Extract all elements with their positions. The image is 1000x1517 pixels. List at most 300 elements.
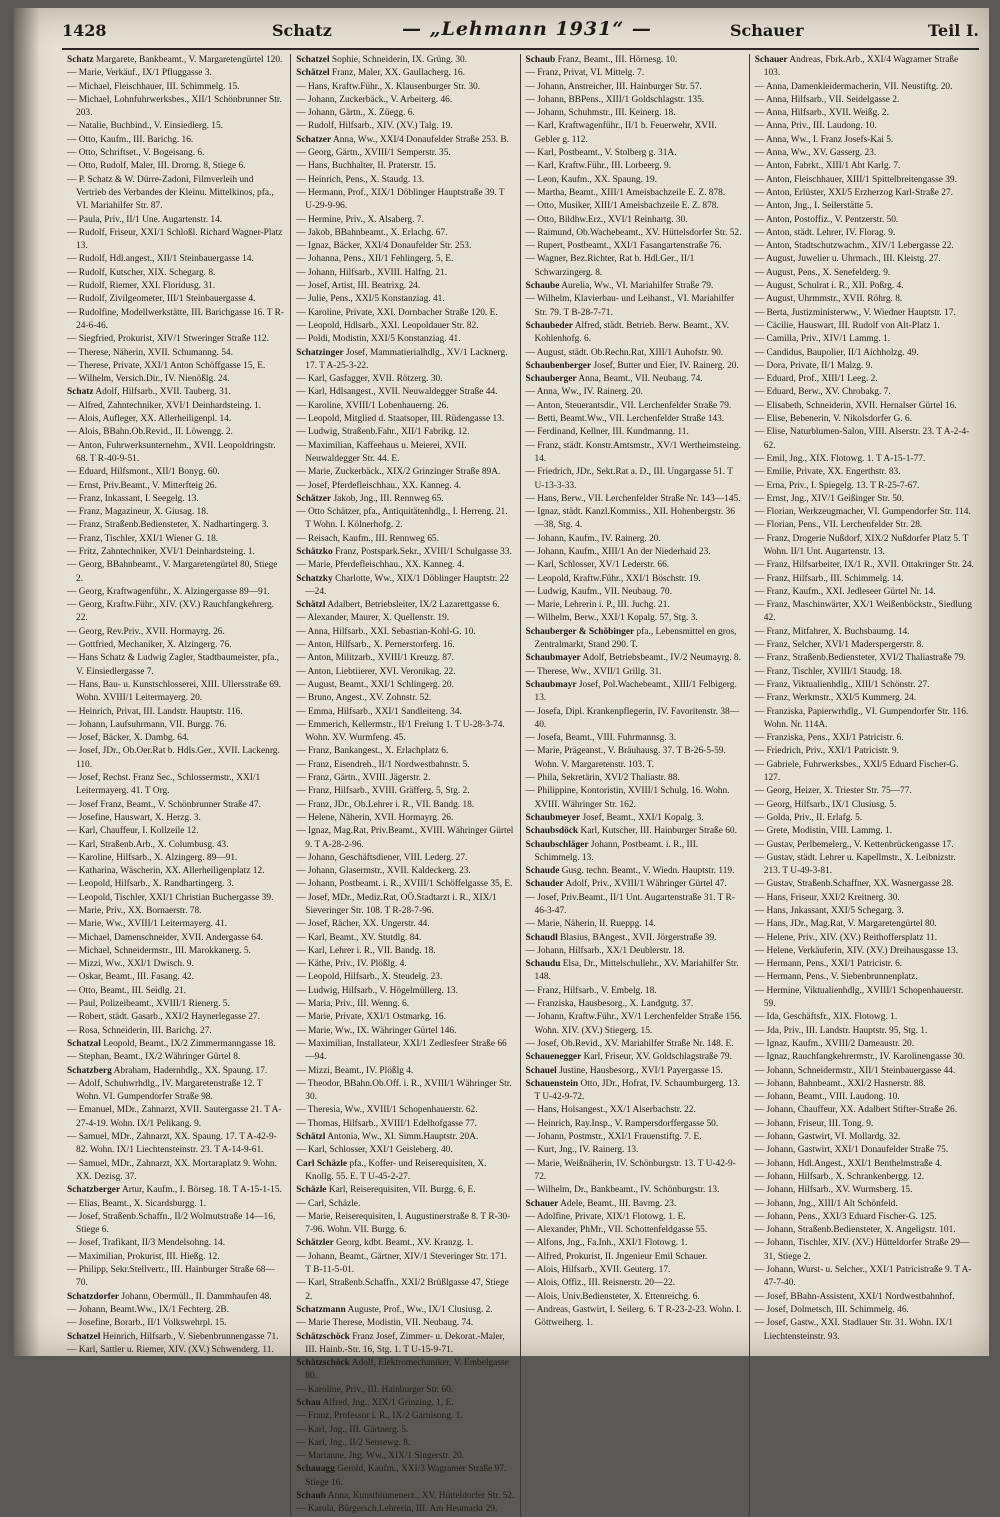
directory-entry bbox=[755, 573, 974, 586]
entry-details: — Emmerich, Kellermstr., II/1 Freiung 1. T U-28-3-74. Wohn. XV. Wurmfeng. 45. bbox=[296, 719, 505, 744]
entry-details: Johann, Obermüll., II. Dammhaufen 48. bbox=[121, 1291, 272, 1302]
entry-details: — Leopold, Mitglied d. Staatsoper, III. Rüdengasse 13. bbox=[296, 414, 505, 425]
directory-entry bbox=[755, 480, 974, 493]
directory-entry bbox=[296, 426, 514, 439]
entry-details: — Johann, Zuckerbäck., V. Arbeiterg. 46. bbox=[296, 94, 453, 105]
entry-details: — Johann, Geschäftsdiener, VIII. Lederg. 27. bbox=[296, 852, 468, 863]
entry-details: — Georg, Rev.Priv., XVII. Hormayrg. 26. bbox=[67, 626, 225, 637]
directory-entry bbox=[296, 174, 514, 187]
directory-entry bbox=[296, 1211, 514, 1238]
entry-surname: Schauberger bbox=[525, 374, 577, 385]
directory-entry bbox=[67, 1131, 285, 1158]
directory-entry bbox=[296, 240, 514, 253]
directory-entry bbox=[296, 1038, 514, 1065]
entry-details: — Josefine, Hauswart, X. Herzg. 3. bbox=[67, 812, 201, 823]
entry-details: — Anna, Hilfsarb., VII. Seidelgasse 2. bbox=[754, 94, 900, 105]
directory-entry bbox=[755, 1198, 974, 1211]
directory-entry bbox=[296, 307, 514, 320]
entry-details: — Josef, Bäcker, X. Dambg. 64. bbox=[67, 733, 189, 744]
directory-entry bbox=[67, 745, 285, 772]
entry-details: — Berta, Justizministerww., V. Wiedner Hauptstr. 17. bbox=[754, 307, 956, 318]
entry-surname: Carl Schäzle bbox=[296, 1158, 348, 1169]
entry-details: — Johann, Straßenb.Bediensteter, X. Angeligstr. 101. bbox=[754, 1225, 956, 1236]
directory-entry bbox=[755, 1104, 974, 1117]
entry-surname: Schau bbox=[296, 1397, 321, 1408]
entry-details: — Cäcilie, Hauswart, III. Rudolf von Alt-Platz 1. bbox=[754, 320, 940, 331]
entry-details: Blasius, BAngest., XVII. Jörgerstraße 39. bbox=[560, 932, 717, 943]
directory-entry bbox=[755, 1237, 974, 1264]
directory-entry bbox=[67, 333, 285, 346]
directory-entry bbox=[526, 533, 744, 546]
entry-details: Anna, Beamt., VII. Neubaug. 74. bbox=[578, 374, 703, 385]
directory-entry bbox=[296, 1011, 514, 1024]
directory-entry bbox=[755, 519, 974, 532]
directory-entry bbox=[755, 160, 974, 173]
column-3 bbox=[521, 54, 750, 1517]
directory-entry bbox=[526, 918, 744, 931]
entry-surname: Schaubmeyer bbox=[525, 812, 581, 823]
entry-details: — August, städt. Ob.Rechn.Rat, XIII/1 Auhofstr. 90. bbox=[525, 347, 724, 358]
entry-surname: Schauder bbox=[525, 879, 564, 890]
directory-entry bbox=[296, 692, 514, 705]
entry-details: — Ernst, Priv.Beamt., V. Mitterfteig 26. bbox=[67, 480, 217, 491]
directory-entry bbox=[526, 1078, 744, 1105]
directory-entry bbox=[296, 706, 514, 719]
entry-details: — Hans Schatz & Ludwig Zagler, Stadtbaumeister, pfa., V. Einsiedlergasse 7. bbox=[67, 653, 279, 677]
directory-entry bbox=[526, 214, 744, 227]
entry-surname: Schatzdorfer bbox=[67, 1291, 120, 1302]
directory-entry bbox=[67, 174, 285, 214]
directory-page bbox=[14, 8, 989, 1515]
entry-surname: Schauer bbox=[754, 55, 788, 65]
directory-entry bbox=[755, 759, 974, 786]
entry-details: — Robert, städt. Gasarb., XXI/2 Haynerlegasse 27. bbox=[67, 1012, 260, 1023]
entry-surname: Schaudl bbox=[525, 932, 558, 943]
part-label: Teil I. bbox=[927, 21, 979, 40]
entry-details: Franz Josef, Zimmer- u. Dekorat.-Maler, III. Hainb.-Str. 16, Stg. 1. T U-15-9-71. bbox=[305, 1331, 505, 1355]
directory-entry bbox=[526, 1264, 744, 1277]
directory-entry bbox=[296, 1118, 514, 1131]
directory-entry bbox=[67, 360, 285, 373]
entry-details: — Mizzi, Beamt., IV. Plößlg 4. bbox=[296, 1065, 414, 1076]
entry-details: Anna, Ww., XXI/4 Donaufelder Straße 253. B. bbox=[332, 134, 509, 145]
directory-entry bbox=[67, 586, 285, 599]
directory-entry bbox=[296, 985, 514, 998]
entry-details: — Marie, Ww., IX. Währinger Gürtel 146. bbox=[296, 1025, 457, 1036]
directory-entry bbox=[755, 852, 974, 879]
directory-entry bbox=[526, 985, 744, 998]
entry-details: Andreas, Fbrk.Arb., XXI/4 Wagramer Straße 103. bbox=[763, 55, 959, 79]
entry-details: — Wagner, Bez.Richter, Rat b. Hdl.Ger., II/1 Schwarzingerg. 8. bbox=[525, 254, 695, 278]
directory-entry bbox=[296, 852, 514, 865]
entry-details: — Erna, Priv., I. Spiegelg. 13. T R-25-7-67. bbox=[754, 480, 920, 491]
entry-details: — Georg, Kraftw.Führ., XIV. (XV.) Rauchfangkehrerg. 22. bbox=[67, 600, 274, 624]
entry-details: Antonia, Ww., XI. Simm.Hauptstr. 20A. bbox=[327, 1132, 479, 1143]
entry-details: — Emil, Jng., XIX. Flotowg. 1. T A-15-1-77. bbox=[754, 453, 926, 464]
directory-entry bbox=[755, 706, 974, 733]
directory-entry bbox=[296, 440, 514, 467]
entry-details: — Hermine, Viktualienhdlg., XVIII/1 Schopenhauerstr. 59. bbox=[754, 985, 964, 1010]
directory-entry bbox=[296, 945, 514, 958]
directory-entry bbox=[755, 559, 974, 572]
directory-entry bbox=[67, 772, 285, 799]
entry-details: — Johann, BBPens., XIII/1 Goldschlagstr. 135. bbox=[525, 94, 705, 105]
entry-surname: Schatzky bbox=[296, 573, 333, 584]
entry-details: — August, Uhrmmstr., XVII. Röhrg. 8. bbox=[754, 294, 903, 305]
directory-entry bbox=[755, 214, 974, 227]
directory-entry bbox=[526, 426, 744, 439]
directory-entry bbox=[67, 1344, 285, 1357]
entry-surname: Schätzler bbox=[296, 1238, 334, 1249]
entry-details: — Hermann, Pens., XXI/1 Patricistr. 6. bbox=[754, 959, 903, 970]
directory-entry bbox=[67, 812, 285, 825]
entry-details: — Helene, Näherin, XVII. Hormayrg. 26. bbox=[296, 812, 454, 823]
entry-details: — Franz, Tischler, XVIII/1 Staudg. 18. bbox=[754, 666, 903, 677]
directory-entry bbox=[526, 1304, 744, 1331]
directory-entry bbox=[296, 67, 514, 80]
entry-details: — Leopold, Hilfsarb., X. Steudelg. 23. bbox=[296, 972, 443, 983]
entry-surname: Schatzer bbox=[296, 134, 332, 145]
entry-details: Justine, Hausbesorg., XVI/1 Payergasse 15. bbox=[559, 1065, 723, 1076]
directory-entry bbox=[296, 267, 514, 280]
directory-entry bbox=[67, 280, 285, 293]
directory-entry bbox=[296, 280, 514, 293]
directory-entry bbox=[67, 839, 285, 852]
entry-surname: Schätzko bbox=[296, 546, 333, 557]
directory-entry bbox=[296, 227, 514, 240]
directory-entry bbox=[755, 905, 974, 918]
entry-details: — Bruno, Angest., XV. Zohnstr. 52. bbox=[296, 693, 432, 704]
entry-details: — Rudolf, Kutscher, XIX. Schegarg. 8. bbox=[67, 267, 216, 278]
directory-entry bbox=[526, 120, 744, 147]
entry-details: Adele, Beamt., III. Bavmg. 23. bbox=[560, 1198, 677, 1209]
directory-entry bbox=[67, 799, 285, 812]
entry-details: — Ignaz, Rauchfangkehrermstr., IV. Karolinengasse 30. bbox=[754, 1052, 965, 1063]
directory-entry bbox=[67, 94, 285, 121]
entry-details: — Gustav, städt. Lehrer u. Kapellmstr., X. Leibnizstr. 213. T U-49-3-81. bbox=[754, 852, 956, 877]
entry-details: — Karola, Bürgersch.Lehrerin, III. Am Heumarkt 29. bbox=[296, 1504, 498, 1515]
entry-details: — Karoline, Priv., III. Hainburger Str. 60. bbox=[296, 1384, 454, 1395]
entry-details: — Alexander, Maurer, X. Quellenstr. 19. bbox=[296, 613, 450, 624]
entry-details: — Anton, Erlüster, XXI/5 Erzherzog Karl-Straße 27. bbox=[754, 187, 954, 198]
entry-details: — Georg, Hilfsarb., IX/1 Clusiusg. 5. bbox=[754, 799, 897, 810]
entry-details: — Marie, Priv., XX. Bornaerstr. 78. bbox=[67, 906, 202, 916]
entry-details: — Josef, Rächer, XX. Ungerstr. 44. bbox=[296, 919, 430, 930]
directory-entry bbox=[296, 1184, 514, 1197]
entry-details: — Otto, Bildhw.Erz., XVI/1 Reinhartg. 30. bbox=[525, 214, 688, 225]
directory-entry bbox=[296, 1144, 514, 1157]
directory-entry bbox=[67, 493, 285, 506]
entry-details: — Franz, Kaufm., XXI. Jedleseer Gürtel Nr. 14. bbox=[754, 586, 936, 597]
column-1 bbox=[62, 54, 291, 1517]
directory-entry bbox=[526, 612, 744, 625]
directory-entry bbox=[296, 1158, 514, 1185]
directory-entry bbox=[296, 958, 514, 971]
entry-details: — Samuel, MDr., Zahnarzt, XX. Spaung. 17. T A-42-9-82. Wohn. IX/1 Liechtensteinstr. 23. T A-14-9-61. bbox=[67, 1132, 277, 1156]
entry-details: — Michael, Fleischhauer, III. Schimmelg. 15. bbox=[67, 81, 240, 92]
directory-entry bbox=[67, 932, 285, 945]
entry-details: — Marie, Weißnäherin, IV. Schönburgstr. 13. T U-42-9-72. bbox=[525, 1158, 736, 1182]
entry-details: — Karl, Lehrer i. R., VII. Bandg. 18. bbox=[296, 945, 436, 956]
entry-details: — Franz, Hilfsarb., V. Embelg. 18. bbox=[525, 985, 657, 996]
directory-entry bbox=[67, 1065, 285, 1078]
directory-entry bbox=[526, 772, 744, 785]
entry-details: Gusg. techn. Beamt., V. Wiedn. Hauptstr. 119. bbox=[561, 866, 735, 877]
directory-entry bbox=[526, 440, 744, 467]
entry-details: Adolf, Betriebsbeamt., IV/2 Neumayrg. 8. bbox=[582, 653, 741, 664]
entry-details: Karl, Kutscher, III. Hainburger Straße 60. bbox=[580, 826, 737, 837]
directory-entry bbox=[526, 932, 744, 945]
entry-details: — Josef, Artist, III. Beatrixg. 24. bbox=[296, 281, 421, 292]
directory-entry bbox=[296, 480, 514, 493]
entry-details: — Elise, Naturblumen-Salon, VIII. Alserstr. 23. T A-2-4-62. bbox=[754, 427, 970, 451]
directory-entry bbox=[296, 892, 514, 919]
entry-details: — P. Schatz & W. Dürre-Zadoni, Filmverleih und Vertrieb des Verbandes der Kleinu. Mittelkinos, pfa., VI. Mariahilfer Str. 87. bbox=[67, 174, 274, 212]
directory-entry bbox=[67, 878, 285, 891]
directory-entry bbox=[526, 679, 744, 706]
entry-details: — Johann, Gastwirt, XXI/1 Donaufelder Straße 75. bbox=[754, 1145, 949, 1156]
entry-details: Margarete, Bankbeamt., V. Margaretengürtel 120. bbox=[95, 55, 283, 65]
entry-surname: Schatzmann bbox=[296, 1304, 346, 1315]
directory-entry bbox=[755, 586, 974, 599]
directory-entry bbox=[296, 599, 514, 612]
directory-entry bbox=[755, 812, 974, 825]
directory-entry bbox=[67, 54, 285, 67]
directory-entry bbox=[526, 958, 744, 985]
entry-details: — Ferdinand, Kellner, III. Kundmanng. 11. bbox=[525, 427, 689, 438]
directory-entry bbox=[526, 825, 744, 838]
entry-details: — Emma, Hilfsarb., XXI/1 Sandleiteng. 34. bbox=[296, 706, 462, 717]
directory-entry bbox=[296, 878, 514, 891]
entry-details: Karl, Friseur, XV. Goldschlagstraße 79. bbox=[583, 1052, 732, 1063]
directory-entry bbox=[755, 293, 974, 306]
entry-details: — Karl, Sattler u. Riemer, XIV. (XV.) Schwenderg. 11. bbox=[67, 1344, 274, 1355]
entry-details: — Ignaz, Mag.Rat, Priv.Beamt., XVIII. Währinger Gürtel 9. T A-28-2-96. bbox=[296, 826, 514, 850]
entry-details: — Wilhelm, Dr., Bankbeamt., IV. Schönburgstr. 13. bbox=[525, 1185, 720, 1196]
directory-entry bbox=[296, 1450, 514, 1463]
directory-entry bbox=[296, 1104, 514, 1117]
directory-entry bbox=[755, 1078, 974, 1091]
entry-details: — Johann, Tischler, XIV. (XV.) Hütteldorfer Straße 29—31, Stiege 2. bbox=[754, 1238, 970, 1262]
directory-entry bbox=[526, 386, 744, 399]
entry-surname: Schatzal bbox=[67, 1038, 101, 1049]
directory-entry bbox=[526, 998, 744, 1011]
directory-entry bbox=[67, 719, 285, 732]
entry-details: — Franz, Viktualienhdlg., XIII/1 Schönstr. 27. bbox=[754, 679, 930, 690]
directory-entry bbox=[755, 227, 974, 240]
entry-details: — Franz, Hilfsarb., III. Schimmelg. 14. bbox=[754, 573, 904, 584]
entry-details: — Anton, Fuhrwerksunternehm., XVII. Leopoldringstr. 68. T R-40-9-51. bbox=[67, 440, 276, 464]
directory-entry bbox=[755, 839, 974, 852]
entry-surname: Schatzel bbox=[67, 1331, 101, 1342]
entry-details: — Hermine, Priv., X. Alsaberg. 7. bbox=[296, 214, 424, 225]
binding-shadow bbox=[14, 8, 40, 1356]
directory-entry bbox=[526, 147, 744, 160]
entry-details: — Josef, MDr., Mediz.Rat, OÖ.Stadtarzt i. R., XIX/1 Sieveringer Str. 108. T R-28-7-96. bbox=[296, 892, 497, 916]
directory-entry bbox=[526, 400, 744, 413]
directory-entry bbox=[296, 1277, 514, 1304]
entry-details: — Franz, Gärtn., XVIII. Jägerstr. 2. bbox=[296, 773, 431, 784]
entry-details: — Karl, Jng., III. Gärtnerg. 5. bbox=[296, 1424, 409, 1435]
directory-entry bbox=[296, 559, 514, 572]
entry-details: — Franziska, Hausbesorg., X. Landgutg. 37. bbox=[525, 999, 694, 1010]
entry-details: — Alois, Offiz., III. Reisnerstr. 20—22. bbox=[525, 1278, 676, 1289]
directory-entry bbox=[755, 1144, 974, 1157]
entry-details: — Anna, Damenkleidermacherin, VII. Neustiftg. 20. bbox=[754, 81, 953, 92]
directory-entry bbox=[755, 493, 974, 506]
directory-entry bbox=[296, 652, 514, 665]
entry-details: — Karl, Gasfagger, XVII. Rötzerg. 30. bbox=[296, 374, 443, 385]
entry-details: Josef, Mammatierialhdlg., XV/1 Lacknerg. 17. T A-25-3-22. bbox=[305, 347, 508, 371]
entry-details: — Johann, Glasermstr., XVII. Kaldeckerg. 23. bbox=[296, 866, 471, 877]
entry-details: Josef, Butter und Eier, IV. Rainerg. 20. bbox=[593, 360, 739, 371]
entry-details: — Franz, Magazineur, X. Giusag. 18. bbox=[67, 507, 209, 518]
directory-entry bbox=[67, 147, 285, 160]
directory-entry bbox=[296, 187, 514, 214]
entry-details: Sophie, Schneiderin, IX. Grüng. 30. bbox=[331, 55, 468, 65]
directory-entry bbox=[526, 280, 744, 293]
directory-entry bbox=[526, 839, 744, 866]
entry-details: — Jda, Priv., III. Landstr. Hauptstr. 95, Stg. 1. bbox=[754, 1025, 928, 1036]
directory-entry bbox=[526, 1277, 744, 1290]
entry-details: — Leopold, Kraftw.Führ., XXI/1 Böschstr. 19. bbox=[525, 573, 701, 584]
entry-details: — Marie, Private, XXI/1 Ostmarkg. 16. bbox=[296, 1012, 446, 1023]
entry-details: — Adolf, Schuhwrhdlg., IV. Margaretenstraße 12. T Wohn. VI. Gumpendorfer Straße 98. bbox=[67, 1078, 263, 1103]
directory-entry bbox=[67, 1011, 285, 1024]
directory-entry bbox=[67, 214, 285, 227]
entry-surname: Schätzschöck bbox=[296, 1331, 350, 1342]
directory-entry bbox=[755, 1091, 974, 1104]
entry-surname: Schätzl bbox=[296, 600, 326, 611]
directory-entry bbox=[296, 333, 514, 346]
entry-details: — Therese, Ww., XVII/1 Grillg. 31. bbox=[525, 666, 662, 677]
directory-entry bbox=[296, 971, 514, 984]
directory-entry bbox=[67, 1251, 285, 1264]
directory-entry bbox=[526, 1051, 744, 1064]
directory-entry bbox=[526, 745, 744, 772]
directory-entry bbox=[755, 94, 974, 107]
directory-entry bbox=[526, 320, 744, 347]
entry-details: — Michael, Schneidermstr., III. Marokkanerg. 5. bbox=[67, 945, 251, 956]
entry-details: — Karl, Postbeamt., V. Stolberg g. 31A. bbox=[525, 148, 677, 159]
directory-entry bbox=[296, 812, 514, 825]
entry-details: — Reisach, Kaufm., III. Rennweg 65. bbox=[296, 533, 439, 544]
directory-entry bbox=[67, 1051, 285, 1064]
entry-details: — Franz, Straßenb.Bediensteter, XVI/2 Thaliastraße 79. bbox=[754, 653, 966, 664]
directory-entry bbox=[296, 1078, 514, 1105]
directory-entry bbox=[296, 54, 514, 67]
directory-entry bbox=[526, 67, 744, 80]
entry-details: — Jakob, BBahnbeamt., X. Erlachg. 67. bbox=[296, 227, 448, 238]
directory-entry bbox=[296, 612, 514, 625]
entry-details: — Alfred, Zahntechniker, XVI/1 Deinhardsteing. 1. bbox=[67, 400, 262, 411]
directory-entry bbox=[755, 307, 974, 320]
entry-surname: Schatzberger bbox=[67, 1185, 121, 1196]
entry-details: Elsa, Dr., Mittelschullehr., XV. Mariahilfer Str. 148. bbox=[534, 959, 739, 983]
entry-details: — Anton, Jng., I. Seilerstätte 5. bbox=[754, 201, 873, 212]
directory-entry bbox=[296, 1237, 514, 1250]
entry-details: Aurelia, Ww., VI. Mariahilfer Straße 79. bbox=[561, 281, 714, 292]
entry-details: Adolf, Hilfsarb., XVII. Tauberg. 31. bbox=[95, 387, 231, 398]
entry-details: — Marie, Verkäuf., IX/1 Pfluggasse 3. bbox=[67, 68, 212, 79]
entry-details: — Ignaz, Kaufm., XVIII/2 Dameaustr. 20. bbox=[754, 1038, 915, 1049]
entry-details: — Georg, Kraftwagenführ., X. Alzingergasse 89—91. bbox=[67, 586, 270, 597]
directory-entry bbox=[296, 759, 514, 772]
entry-details: — Käthe, Priv., IV. Plößlg. 4. bbox=[296, 959, 407, 970]
entry-details: — Marie Therese, Modistin, VII. Neubaug. 74. bbox=[296, 1318, 474, 1329]
entry-details: — Alois, Hilfsarb., XVII. Geuterg. 17. bbox=[525, 1265, 671, 1276]
directory-entry bbox=[755, 333, 974, 346]
entry-details: — Josef Franz, Beamt., V. Schönbrunner Straße 47. bbox=[67, 799, 261, 810]
entry-details: — Helene, Verkäuferin, XIV. (XV.) Dreihausgasse 13. bbox=[754, 945, 959, 956]
directory-entry bbox=[755, 453, 974, 466]
entry-details: — Johann, Gastwirt, VI. Mollardg. 32. bbox=[754, 1132, 901, 1143]
entry-details: Alfred, Jng., XIX/1 Grinzing. 1, E. bbox=[322, 1397, 454, 1408]
entry-details: — Betti, Beamt.Ww., VII. Lerchenfelder Straße 143. bbox=[525, 414, 725, 425]
directory-entry bbox=[755, 626, 974, 639]
entry-details: — Anna, Hilfsarb., XVII. Weißg. 2. bbox=[754, 108, 889, 119]
publication-title: — „Lehmann 1931“ — bbox=[402, 18, 652, 40]
entry-details: — Ida, Geschäftsfr., XIX. Flotowg. 1. bbox=[754, 1012, 898, 1023]
directory-entry bbox=[755, 187, 974, 200]
entry-details: — Josef, Priv.Beamt., II/1 Unt. Augartenstraße 31. T R-46-3-47. bbox=[525, 892, 735, 916]
directory-entry bbox=[296, 1384, 514, 1397]
directory-entry bbox=[526, 253, 744, 280]
entry-details: — Raimund, Ob.Wachebeamt., XV. Hüttelsdorfer Str. 52. bbox=[525, 227, 742, 238]
entry-surname: Schatzberg bbox=[67, 1065, 112, 1076]
directory-entry bbox=[526, 892, 744, 919]
directory-entry bbox=[755, 1224, 974, 1237]
directory-entry bbox=[526, 785, 744, 812]
directory-entry bbox=[67, 1237, 285, 1250]
entry-details: — Rudolf, Zivilgeometer, III/1 Steinbauergasse 4. bbox=[67, 294, 256, 305]
entry-surname: Schatz bbox=[67, 387, 94, 398]
directory-entry bbox=[526, 81, 744, 94]
directory-entry bbox=[296, 413, 514, 426]
entry-details: — Alois, BBahn.Ob.Revid., II. Löwengg. 2. bbox=[67, 427, 233, 438]
entry-details: — Johann, Schneidermstr., XII/1 Steinbauergasse 44. bbox=[754, 1065, 956, 1076]
entry-details: — Wilhelm, Berw., XXI/1 Kopalg. 57, Stg. 3. bbox=[525, 613, 698, 624]
directory-entry bbox=[296, 214, 514, 227]
entry-details: — Marianne, Jng. Ww., XIX/1 Singerstr. 20. bbox=[296, 1451, 465, 1462]
directory-entry bbox=[526, 160, 744, 173]
entry-details: Adolf, Priv., XVIII/1 Währinger Gürtel 47. bbox=[565, 879, 727, 890]
entry-details: — Wilhelm, Versich.Dir., IV. Nienößlg. 24. bbox=[67, 374, 230, 385]
entry-details: — Rudolf, Hilfsarb., XIV. (XV.) Talg. 19. bbox=[296, 121, 453, 132]
directory-entry bbox=[526, 586, 744, 599]
directory-entry bbox=[296, 1503, 514, 1516]
directory-entry bbox=[526, 1065, 744, 1078]
directory-entry bbox=[296, 745, 514, 758]
directory-entry bbox=[67, 985, 285, 998]
directory-entry bbox=[526, 1158, 744, 1185]
entry-details: — Marie, Prägeanst., V. Bräuhausg. 37. T B-26-5-59. Wohn. V. Margaretenstr. 103. T. bbox=[525, 746, 726, 770]
directory-entry bbox=[67, 905, 285, 918]
entry-details: — Karl, Hdlsangest., XVII. Neuwaldegger Straße 44. bbox=[296, 387, 498, 398]
entry-details: — Maximilian, Kaffeehaus u. Meierei, XVII. Neuwaldegger Str. 44. E. bbox=[296, 440, 467, 464]
directory-entry bbox=[526, 559, 744, 572]
directory-entry bbox=[67, 852, 285, 865]
entry-details: — Gabriele, Fuhrwerksbes., XXI/5 Eduard Fischer-G. 127. bbox=[754, 759, 959, 784]
entry-details: — Hans, Jnkassant, XXI/5 Schegarg. 3. bbox=[754, 906, 904, 916]
directory-entry bbox=[526, 1198, 744, 1211]
entry-details: — Josef, Gastw., XXI. Stadlauer Str. 31. Wohn. IX/1 Liechtensteinstr. 93. bbox=[754, 1318, 953, 1342]
entry-details: — Anna, Ww., IV. Rainerg. 20. bbox=[525, 387, 643, 398]
entry-details: — Elias, Beamt., X. Sicardsburgg. 1. bbox=[67, 1198, 207, 1209]
entry-details: — Philippine, Kontoristin, XVIII/1 Schulg. 16. Wohn. XVIII. Währinger Str. 162. bbox=[525, 786, 730, 810]
directory-entry bbox=[296, 320, 514, 333]
entry-surname: Schaubmayer bbox=[525, 653, 581, 664]
